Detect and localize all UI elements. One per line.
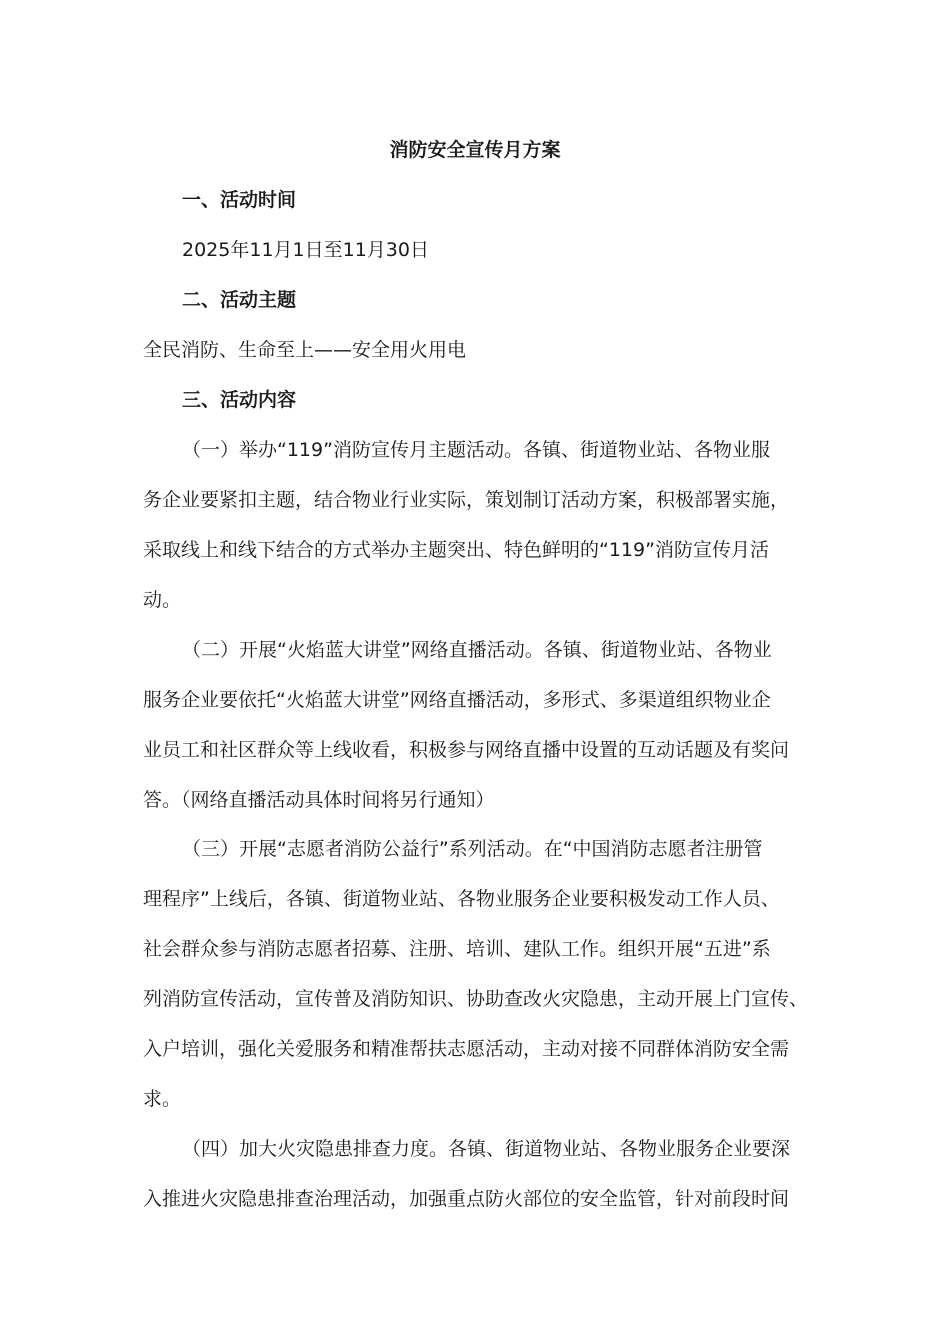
paragraph-line: 理程序”上线后，各镇、街道物业站、各物业服务企业要积极发动工作人员、 [143, 888, 780, 910]
paragraph-line: 采取线上和线下结合的方式举办主题突出、特色鲜明的“119”消防宣传月活 [143, 539, 769, 561]
document-title: 消防安全宣传月方案 [389, 139, 561, 161]
paragraph-line: 社会群众参与消防志愿者招募、注册、培训、建队工作。组织开展“五进”系 [143, 938, 771, 960]
paragraph-line: （二）开展“火焰蓝大讲堂”网络直播活动。各镇、街道物业站、各物业 [182, 639, 772, 661]
paragraph-line: 列消防宣传活动，宣传普及消防知识、协助查改火灾隐患，主动开展上门宣传、 [143, 988, 809, 1010]
paragraph-line: 入户培训，强化关爱服务和精准帮扶志愿活动，主动对接不同群体消防安全需 [143, 1038, 790, 1060]
paragraph-line: 业员工和社区群众等上线收看，积极参与网络直播中设置的互动话题及有奖问 [143, 739, 790, 761]
paragraph-line: 服务企业要依托“火焰蓝大讲堂”网络直播活动，多形式、多渠道组织物业企 [143, 689, 771, 711]
paragraph-line: （三）开展“志愿者消防公益行”系列活动。在“中国消防志愿者注册管 [182, 838, 763, 860]
paragraph-line: 求。 [143, 1088, 182, 1110]
paragraph-line: 动。 [143, 589, 182, 611]
paragraph-line: 务企业要紧扣主题，结合物业行业实际，策划制订活动方案，积极部署实施， [143, 489, 790, 511]
activity-date: 2025年11月1日至11月30日 [182, 239, 429, 261]
paragraph-line: （四）加大火灾隐患排查力度。各镇、街道物业站、各物业服务企业要深 [182, 1138, 791, 1160]
paragraph-line: （一）举办“119”消防宣传月主题活动。各镇、街道物业站、各物业服 [182, 439, 770, 461]
section-heading-theme: 二、活动主题 [182, 289, 297, 311]
activity-theme: 全民消防、生命至上——安全用火用电 [143, 339, 467, 361]
section-heading-time: 一、活动时间 [182, 189, 297, 211]
paragraph-line: 答。（网络直播活动具体时间将另行通知） [143, 789, 495, 811]
paragraph-line: 入推进火灾隐患排查治理活动，加强重点防火部位的安全监管，针对前段时间 [143, 1188, 790, 1210]
section-heading-content: 三、活动内容 [182, 389, 297, 411]
